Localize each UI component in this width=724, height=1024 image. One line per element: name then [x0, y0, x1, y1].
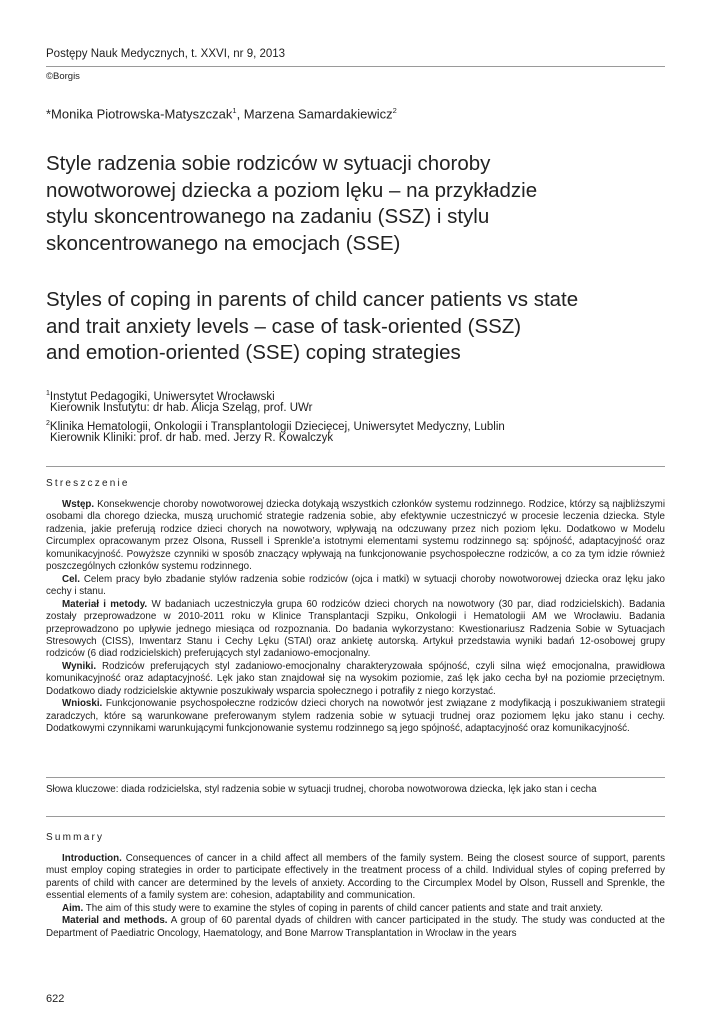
title-line: and emotion-oriented (SSE) coping strategies [46, 341, 461, 365]
article-title-polish [46, 151, 671, 257]
affiliation-marker: 1 [232, 106, 237, 115]
paragraph-label: Aim. [62, 902, 84, 914]
abstract-paragraph [46, 599, 665, 661]
page-number: 622 [46, 993, 65, 1005]
abstract-paragraph [46, 698, 665, 735]
abstract-paragraph [46, 915, 665, 940]
keywords: Słowa kluczowe: diada rodzicielska, styl radzenia sobie w sytuacji trudnej, choroba nowotworowa dziecka, lęk jako stan i cecha [46, 784, 597, 795]
author-name: *Monika Piotrowska-Matyszczak [46, 106, 233, 122]
affiliation-2-head: Kierownik Kliniki: prof. dr hab. med. Jerzy R. Kowalczyk [50, 432, 334, 444]
paragraph-label: Wnioski. [62, 698, 103, 710]
paragraph-text: Rodziców preferujących styl zadaniowo-emocjonalny charakteryzowała spójność, czyli silna więź emocjonalna, prawidłowa komunikacyjność oraz adaptacyjność. Lęk jako stan znajdował się na wysokim poziomie, zaś lęk jako cecha był na poziomie przeciętnym. Dodatkowo diady rodzicielskie aktywnie poszukiwały wsparcia społecznego i potrafiły z niego korzystać. [46, 660, 665, 697]
affiliation-text: Instytut Pedagogiki, Uniwersytet Wrocławski [49, 390, 275, 403]
abstract-paragraph [46, 661, 665, 698]
header-rule [46, 66, 665, 67]
title-line: skoncentrowanego na emocjach (SSE) [46, 231, 401, 255]
paragraph-text: Funkcjonowanie psychospołeczne rodziców dzieci chorych na nowotwór jest związane z modyfikacją i poszukiwaniem strategii zaradczych, które są warunkowane preferowanym stylem radzenia sobie w sytuacji trudnej oraz poziomem lęku jako stanu i cechy. Dodatkowymi czynnikami warunkującymi funkcjonowanie systemu rodzinnego są jego spójność, adaptacyjność oraz komunikacyjność. [46, 698, 665, 735]
paragraph-label: Wyniki. [62, 660, 97, 672]
paragraph-text: The aim of this study were to examine the styles of coping in parents of child cancer patients and state and trait anxiety. [83, 902, 603, 914]
keywords-rule-top [46, 777, 665, 778]
paragraph-label: Wstęp. [62, 499, 95, 510]
paragraph-text: Celem pracy było zbadanie stylów radzenia sobie rodziców (ojca i matki) w sytuacji choroby nowotworowej dziecka oraz lęku jako cechy i stanu. [46, 573, 665, 598]
affiliation-text: Klinika Hematologii, Onkologii i Transplantologii Dziecięcej, Uniwersytet Medyczny, Lublin [49, 420, 505, 433]
title-line: and trait anxiety levels – case of task-oriented (SSZ) [46, 314, 522, 338]
copyright-notice: ©Borgis [46, 71, 80, 82]
title-line: nowotworowej dziecka a poziom lęku – na przykładzie [46, 178, 538, 202]
keywords-rule-bottom [46, 816, 665, 817]
abstract-heading-english: Summary [46, 832, 105, 843]
abstract-paragraph [46, 574, 665, 599]
affiliation-marker: 2 [46, 420, 50, 427]
paragraph-label: Cel. [62, 573, 80, 585]
author-name: Marzena Samardakiewicz [243, 106, 393, 122]
title-line: Style radzenia sobie rodziców w sytuacji choroby [46, 152, 491, 175]
paragraph-label: Materiał i metody. [62, 598, 148, 610]
title-line: stylu skoncentrowanego na zadaniu (SSZ) i stylu [46, 205, 490, 229]
paragraph-text: Konsekwencje choroby nowotworowej dziecka dotykają wszystkich członków systemu rodzinnego. Rodzice, którzy są najbliższymi osobami dla chorego dziecka, muszą uruchomić strategie radzenia sobie, aby efektywnie uczestniczyć w procesie leczenia dziecka. Style radzenia, jakie preferują rodzice dzieci chorych na nowotwory, wpływają na odczuwany przez nich poziom lęku. Dodatkowo w Modelu Circumplex opracowanym przez Olsona, Russell i Sprenkle’a istotnymi elementami systemu rodzinnego są: spójność, adaptacyjność oraz komunikacyjność. Powyższe czynniki w sposób znaczący wpływają na funkcjonowanie psychospołeczne rodziców, a co za tym idzie również poszczególnych członków systemu rodzinnego. [46, 499, 665, 573]
title-line: Styles of coping in parents of child cancer patients vs state [46, 288, 579, 311]
abstract-english [46, 853, 665, 940]
paragraph-text: Consequences of cancer in a child affect all members of the family system. Being the closest source of support, parents must employ coping strategies in order to participate effectively in the treatment process of a child. Individual styles of coping preferred by parents of child with cancer are determined by the levels of anxiety. According to the Circumplex Model by Olson, Russell and Sprenkle, the essential elements of a family system are: cohesion, adaptability and communication. [46, 853, 665, 902]
paragraph-label: Introduction. [62, 853, 122, 864]
abstract-paragraph [46, 499, 665, 574]
paragraph-text: W badaniach uczestniczyła grupa 60 rodziców dzieci chorych na nowotwory (30 par, diad rodzicielskich). Badania zostały przeprowadzone w 2010-2011 roku w Klinice Transplantacji Szpiku, Onkologii i Hematologii AM we Wrocławiu. Badania przeprowadzono po upływie jednego miesiąca od rozpoznania. Do badania wykorzystano: Kwestionariusz Radzenia Sobie w Sytuacjach Stresowych (CISS), Inwentarz Stanu i Cechy Lęku (STAI) oraz ankietę autorską. Artykuł przedstawia wyniki badań 12-osobowej grupy rodziców (6 diad rodzicielskich) preferujących styl zadaniowo-emocjonalny. [46, 598, 666, 660]
affiliation-1-head: Kierownik Instutytu: dr hab. Alicja Szeląg, prof. UWr [50, 402, 313, 414]
journal-citation: Postępy Nauk Medycznych, t. XXVI, nr 9, 2013 [46, 48, 286, 60]
affiliation-marker: 2 [392, 106, 397, 115]
abstract-heading-polish: Streszczenie [46, 478, 130, 489]
abstract-paragraph [46, 903, 665, 915]
author-list [46, 106, 397, 121]
abstract-polish [46, 499, 665, 736]
section-rule [46, 466, 665, 467]
author-separator: , [236, 106, 244, 122]
abstract-paragraph [46, 853, 665, 903]
paragraph-text: A group of 60 parental dyads of children with cancer participated in the study. The study was conducted at the Department of Paediatric Oncology, Haematology, and Bone Marrow Transplantation in Wrocław in the years [46, 915, 665, 939]
affiliation-marker: 1 [46, 390, 50, 397]
article-title-english [46, 287, 671, 367]
paragraph-label: Material and methods. [62, 915, 168, 927]
